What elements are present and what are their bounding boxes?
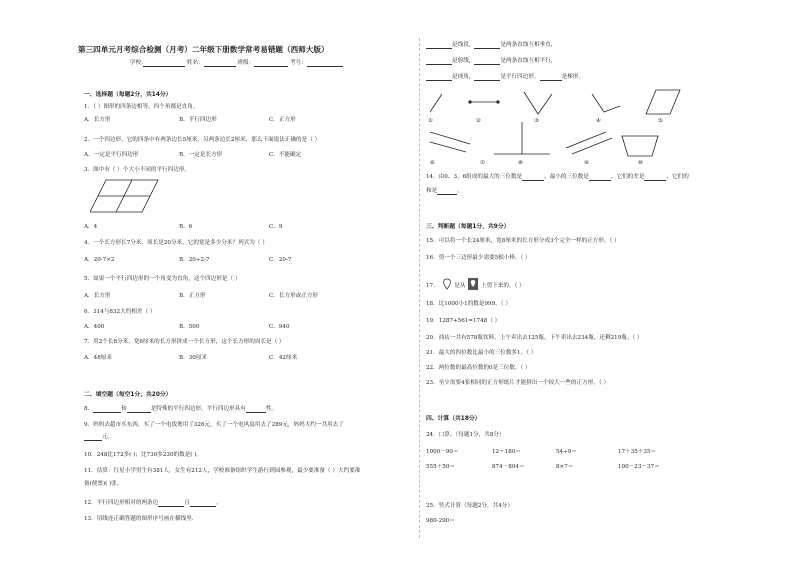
question-11: 11．估算：红星小学男生有381人，女生有212人，学校准备组织学生游行到园参观，最少要准备（ ）大约要准 — [84, 468, 361, 474]
question-9-line2 — [84, 434, 113, 441]
q6-option-a[interactable]: A．400 — [84, 324, 105, 330]
figure-label-7: ⑦ — [480, 160, 486, 166]
figure-5-parallelogram — [646, 90, 680, 114]
r3-text-a: 是钝角， — [452, 74, 475, 80]
number-label: 考号： — [290, 60, 307, 66]
figure-6-lines — [430, 132, 470, 144]
q7-option-b[interactable]: B．30厘米 — [179, 355, 208, 361]
q9-blank[interactable] — [84, 434, 102, 441]
q12-blank-2[interactable] — [190, 500, 216, 507]
q14-text-c: ，它们的差是 — [610, 174, 645, 180]
r1-text-a: 是线段， — [452, 42, 475, 48]
question-14-line2 — [426, 188, 463, 195]
r2-blank-1[interactable] — [426, 58, 452, 65]
class-blank[interactable] — [254, 60, 288, 67]
question-17 — [426, 277, 525, 294]
section2-header: 二、填空题（每空1分，共20分） — [84, 392, 172, 398]
question-21: 21．最大的四位数比最小的三位数多1。（ ） — [426, 350, 537, 356]
q14-blank-3[interactable] — [644, 174, 666, 181]
q3-option-c[interactable]: C．9 — [269, 224, 283, 230]
question-22: 22．两位数的最高位数的0是三位数。（ ） — [426, 365, 531, 371]
figure-label-4: ④ — [596, 118, 602, 124]
leaf-shape-icon — [441, 278, 453, 293]
school-label: 学校: — [130, 60, 144, 66]
q12-text: 12．平行四边形相对的两条边 — [84, 500, 159, 506]
q4-option-b[interactable]: B．20÷2-7 — [179, 257, 210, 263]
r1-blank-1[interactable] — [426, 42, 452, 49]
r2-text-a: 是射线， — [452, 58, 475, 64]
r1-blank-2[interactable] — [474, 42, 500, 49]
q3-option-a[interactable]: A．4 — [84, 224, 98, 230]
r2-text-b: 是两条直线互相平行， — [500, 58, 557, 64]
figure-label-6: ⑥ — [430, 160, 436, 166]
q5-option-b[interactable]: B．正方形 — [179, 293, 206, 299]
geometry-figures — [426, 88, 726, 164]
q4-option-a[interactable]: A．20-7×2 — [84, 257, 115, 263]
q14-text-d: ，它们的 — [666, 174, 689, 180]
question-23: 23．至少需要4张相同的正方形纸片才能拼出一个较大一些的正方形。（ ） — [426, 380, 610, 386]
q7-option-c[interactable]: C．42厘米 — [269, 355, 298, 361]
calc-item: 12＋180＝ — [492, 449, 521, 455]
r3-text-c: 是梯形。 — [561, 74, 584, 80]
figure-label-2: ② — [476, 118, 482, 124]
r1-text-b: 是两条直线互相垂直， — [500, 42, 557, 48]
figure-label-8: ⑧ — [518, 160, 524, 166]
fill-line-2 — [426, 58, 556, 65]
question-6: 6．314与832大约相差（ ） — [84, 309, 156, 315]
q5-option-a[interactable]: A．长方形 — [84, 293, 111, 299]
question-3: 3．图中有（ ）个大小不同的平行四边形。 — [84, 167, 191, 173]
question-7: 7．用2个长8分米、宽6厘米的长方形拼成一个长方形，这个长方形的周长是（ ） — [84, 339, 285, 345]
q2-option-c[interactable]: C．不能确定 — [269, 152, 302, 158]
figure-label-3: ③ — [534, 118, 540, 124]
question-10: 10．248比172多( )；比730多230的数是( )。 — [84, 452, 203, 458]
figure-1-line — [430, 94, 442, 112]
question-1: 1．（ ）图形的四条边相等，四个角都是直角。 — [84, 104, 199, 110]
question-24: 24．口算。（每题1分，共8分） — [426, 432, 505, 438]
figure-label-1: ① — [428, 118, 434, 124]
section3-header: 三、判断题（每题1分，共9分） — [426, 224, 510, 230]
q8-blank-2[interactable] — [127, 406, 151, 413]
q8-number: 8． — [84, 406, 94, 412]
q14-text-e: 和是 — [426, 188, 438, 194]
q25-first-item: 980-290＝ — [426, 518, 455, 524]
q2-option-b[interactable]: B．一定是长方形 — [179, 152, 223, 158]
calc-item: 8×7＝ — [556, 464, 574, 470]
question-25: 25．竖式计算（每题2分，共4分） — [426, 503, 513, 509]
section1-header: 一、选择题（每题2分，共14分） — [84, 92, 172, 98]
question-2: 2．一个四边形，它的四条中有两条边长5厘米，另两条边长2厘米，那么下面说法正确的是（ ） — [84, 137, 321, 143]
q9-end: 元。 — [102, 434, 114, 440]
question-13: 13．用线连正确答题的图形序号画在横线里. — [84, 516, 194, 522]
q6-option-c[interactable]: C．940 — [269, 324, 290, 330]
r3-blank-2[interactable] — [474, 74, 500, 81]
q8-and: 和 — [121, 406, 127, 412]
q14-blank-2[interactable] — [589, 174, 611, 181]
question-14 — [426, 174, 689, 181]
r3-blank-1[interactable] — [426, 74, 452, 81]
q14-text-b: ，最小的三位数是 — [544, 174, 589, 180]
name-blank[interactable] — [204, 60, 236, 67]
r3-text-b: 是平行四边形， — [500, 74, 540, 80]
r3-blank-3[interactable] — [540, 74, 562, 81]
figure-8-lines — [566, 132, 606, 148]
question-16: 16．剪一个三边形最少需要5根小棒。（ ） — [426, 255, 531, 261]
q14-text-a: 14．由0、3、6组成的最大的三位数是 — [426, 174, 523, 180]
q17-number: 17． — [426, 283, 439, 289]
question-5: 5．如果一个平行四边形的一个角变为直角，这个四边形是（ ） — [84, 276, 241, 282]
figure-label-5: ⑤ — [658, 118, 664, 124]
class-label: 班级： — [237, 60, 255, 66]
q4-option-c[interactable]: C．20-7 — [269, 257, 292, 263]
q8-text: 是特殊的平行四边形，平行四边形具有 — [150, 406, 246, 412]
q1-option-a[interactable]: A．长方形 — [84, 117, 111, 123]
q12-end: 。 — [215, 500, 222, 506]
calc-item: 555＋50＝ — [426, 464, 455, 470]
figure-4-angle — [592, 94, 620, 112]
q12-blank-1[interactable] — [158, 500, 184, 507]
q14-text-f: 。 — [457, 188, 463, 194]
calc-item: 874－804＝ — [492, 464, 525, 470]
name-label: 姓名： — [186, 60, 204, 66]
question-19: 19．1287+561=1748（ ） — [426, 318, 501, 324]
q12-and: 且 — [184, 500, 190, 506]
question-4: 4．一个长方形长7分米，周长是20分米，它的宽是多少分米？列式为（ ） — [84, 240, 268, 246]
figure-3-angle — [524, 92, 552, 114]
calc-item: 1000－90＝ — [426, 449, 459, 455]
q8-blank-3[interactable] — [246, 406, 266, 413]
q17-text-c: 上剪下来的。（ ） — [481, 283, 525, 289]
q6-option-b[interactable]: B．500 — [179, 324, 200, 330]
info-line — [130, 60, 343, 67]
figure-9-trapezoid — [622, 136, 658, 156]
q14-blank-4[interactable] — [437, 188, 457, 195]
question-8 — [84, 406, 277, 413]
figure-label-9: ⑨ — [584, 160, 590, 166]
fill-line-1 — [426, 42, 556, 49]
q8-end: 性。 — [265, 406, 278, 412]
section4-header: 四、计算（共18分） — [426, 416, 481, 422]
q3-option-b[interactable]: B．6 — [179, 224, 193, 230]
q14-blank-1[interactable] — [522, 174, 544, 181]
fill-line-3 — [426, 74, 584, 81]
parallelogram-grid-figure — [90, 178, 160, 214]
question-20: 20．商店一共有578瓶饮料，上午卖出去125瓶，下午卖出去234瓶，还剩219瓶。（ ） — [426, 335, 643, 341]
r2-blank-2[interactable] — [474, 58, 500, 65]
question-9: 9．妈妈去超市买东西，买了一个电饭煲用了326元，买了一个电风扇用去了289元，妈妈大约一共用去了 — [84, 422, 344, 428]
question-15: 15．可以将一个长24厘米，宽8厘米的长方形分成3个完全一样的正方形。（ ） — [426, 238, 620, 244]
q17-text-b: 是从 — [454, 283, 466, 289]
number-blank[interactable] — [307, 60, 343, 67]
question-18: 18．比1000小1的数是999。（ ） — [426, 301, 511, 307]
page-title: 第三四单元月考综合检测（月考）二年级下册数学常考易错题（西师大版） — [78, 45, 329, 54]
q7-option-a[interactable]: A．48厘米 — [84, 355, 112, 361]
q2-option-a[interactable]: A．一定是平行四边形 — [84, 152, 139, 158]
q5-option-c[interactable]: C．长方形或正方形 — [269, 293, 319, 299]
calc-item: 17＋35＋35＝ — [618, 449, 657, 455]
column-divider — [419, 38, 420, 538]
q8-blank-1[interactable] — [93, 406, 121, 413]
figure-label-10: ⑩ — [638, 160, 644, 166]
q1-option-c[interactable]: C．正方形 — [269, 117, 296, 123]
calc-item: 54÷9＝ — [556, 449, 577, 455]
calc-item: 100－23－37＝ — [618, 464, 660, 470]
question-12 — [84, 500, 221, 507]
q1-option-b[interactable]: B．平行四边形 — [179, 117, 217, 123]
school-blank[interactable] — [143, 60, 185, 67]
question-11-line2: 备(便票)( )张。 — [84, 481, 123, 487]
cut-shape-icon — [467, 277, 479, 294]
